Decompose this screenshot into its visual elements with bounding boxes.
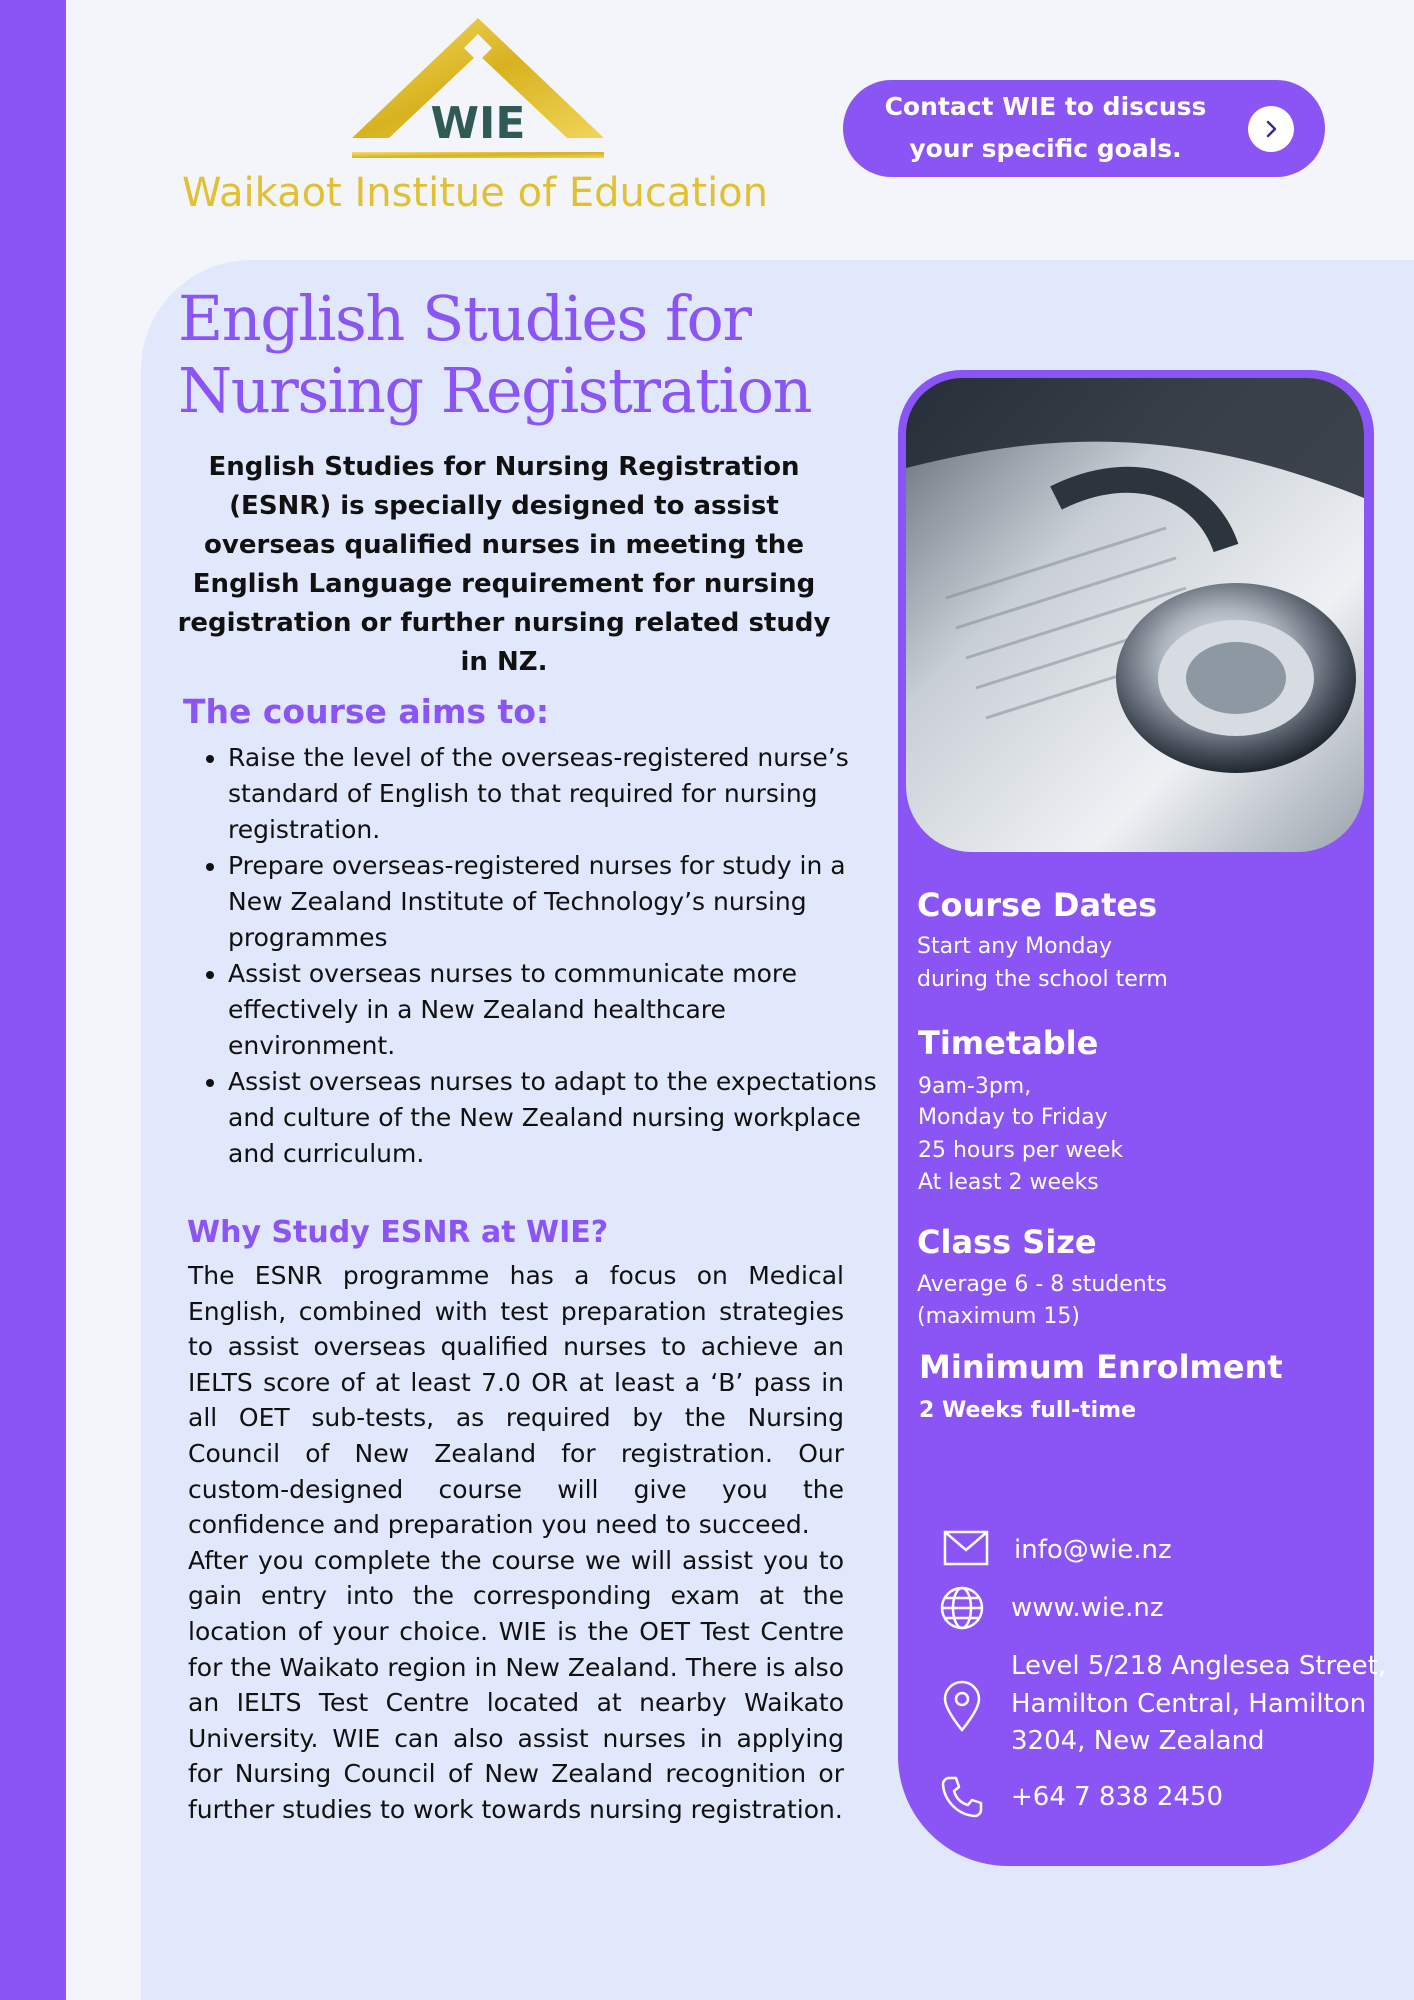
timetable-line1: 9am-3pm, [918,1074,1032,1099]
website-link[interactable]: www.wie.nz [1011,1593,1164,1623]
aims-heading: The course aims to: [183,692,550,731]
timetable-heading: Timetable [918,1024,1099,1062]
page-title [178,283,878,427]
enrolment-heading: Minimum Enrolment [919,1348,1283,1386]
list-item: • Raise the level of the overseas-registered nurse’s standard of English to that required for nursing registration. [228,740,888,848]
course-dates-heading: Course Dates [917,886,1158,924]
list-item: • Assist overseas nurses to communicate more effectively in a New Zealand healthcare environment. [228,956,888,1064]
email-link[interactable]: info@wie.nz [1014,1535,1172,1565]
course-dates-line1: Start any Monday [917,934,1113,959]
brand-name: Waikaot Institue of Education [181,170,768,216]
enrolment-line1: 2 Weeks full-time [919,1398,1137,1423]
left-accent-stripe [0,0,66,2000]
list-item: • Prepare overseas-registered nurses for study in a New Zealand Institute of Technology’s nursing programmes [228,848,888,956]
address-line2: Hamilton Central, Hamilton [1011,1689,1367,1719]
why-heading: Why Study ESNR at WIE? [187,1215,609,1250]
contact-cta-line1: Contact WIE to discuss [884,92,1207,121]
wie-logo [352,16,604,162]
address-line3: 3204, New Zealand [1011,1726,1265,1756]
list-item: • Assist overseas nurses to adapt to the expectations and culture of the New Zealand nursing workplace and curriculum. [228,1064,888,1172]
aims-list [188,740,888,1172]
why-paragraph-2: After you complete the course we will assist you to gain entry into the corresponding exam at the location of your choice. WIE is the OET Test Centre for the Waikato region in New Zealand. There is also an IELTS Test Centre located at nearby Waikato University. WIE can also assist nurses in applying for Nursing Council of New Zealand recognition or further studies to work towards nursing registration. [188,1545,844,1824]
location-pin-icon [942,1680,982,1732]
envelope-icon [943,1530,989,1566]
timetable-line2: Monday to Friday [918,1105,1108,1130]
class-size-line2: (maximum 15) [917,1304,1081,1329]
timetable-line4: At least 2 weeks [918,1170,1099,1195]
contact-cta-button[interactable] [843,80,1325,177]
class-size-line1: Average 6 - 8 students [917,1272,1167,1297]
class-size-heading: Class Size [917,1223,1097,1261]
intro-paragraph: English Studies for Nursing Registration (ESNR) is specially designed to assist overseas qualified nurses in meeting the English Language requirement for nursing registration or further nursing related study in NZ. [177,452,831,677]
globe-icon [939,1585,985,1631]
contact-cta-line2: your specific goals. [909,134,1182,163]
course-dates-line2: during the school term [917,967,1168,992]
page-title-line1: English Studies for [178,282,751,355]
phone-icon [940,1775,984,1819]
why-paragraph-1: The ESNR programme has a focus on Medical English, combined with test preparation strategies to assist overseas qualified nurses to achieve an IELTS score of at least 7.0 OR at least a ‘B’ pass in all OET sub-tests, as required by the Nursing Council of New Zealand for registration. Our custom-designed course will give you the confidence and preparation you need to succeed. [188,1261,844,1540]
page-title-line2: Nursing Registration [178,354,812,427]
stethoscope-photo [906,378,1364,852]
address-line1: Level 5/218 Anglesea Street, [1011,1651,1387,1681]
chevron-right-icon[interactable] [1248,106,1294,152]
phone-link[interactable]: +64 7 838 2450 [1011,1782,1223,1812]
why-body [188,1258,844,1828]
logo-text: WIE [430,98,526,149]
timetable-line3: 25 hours per week [918,1138,1124,1163]
